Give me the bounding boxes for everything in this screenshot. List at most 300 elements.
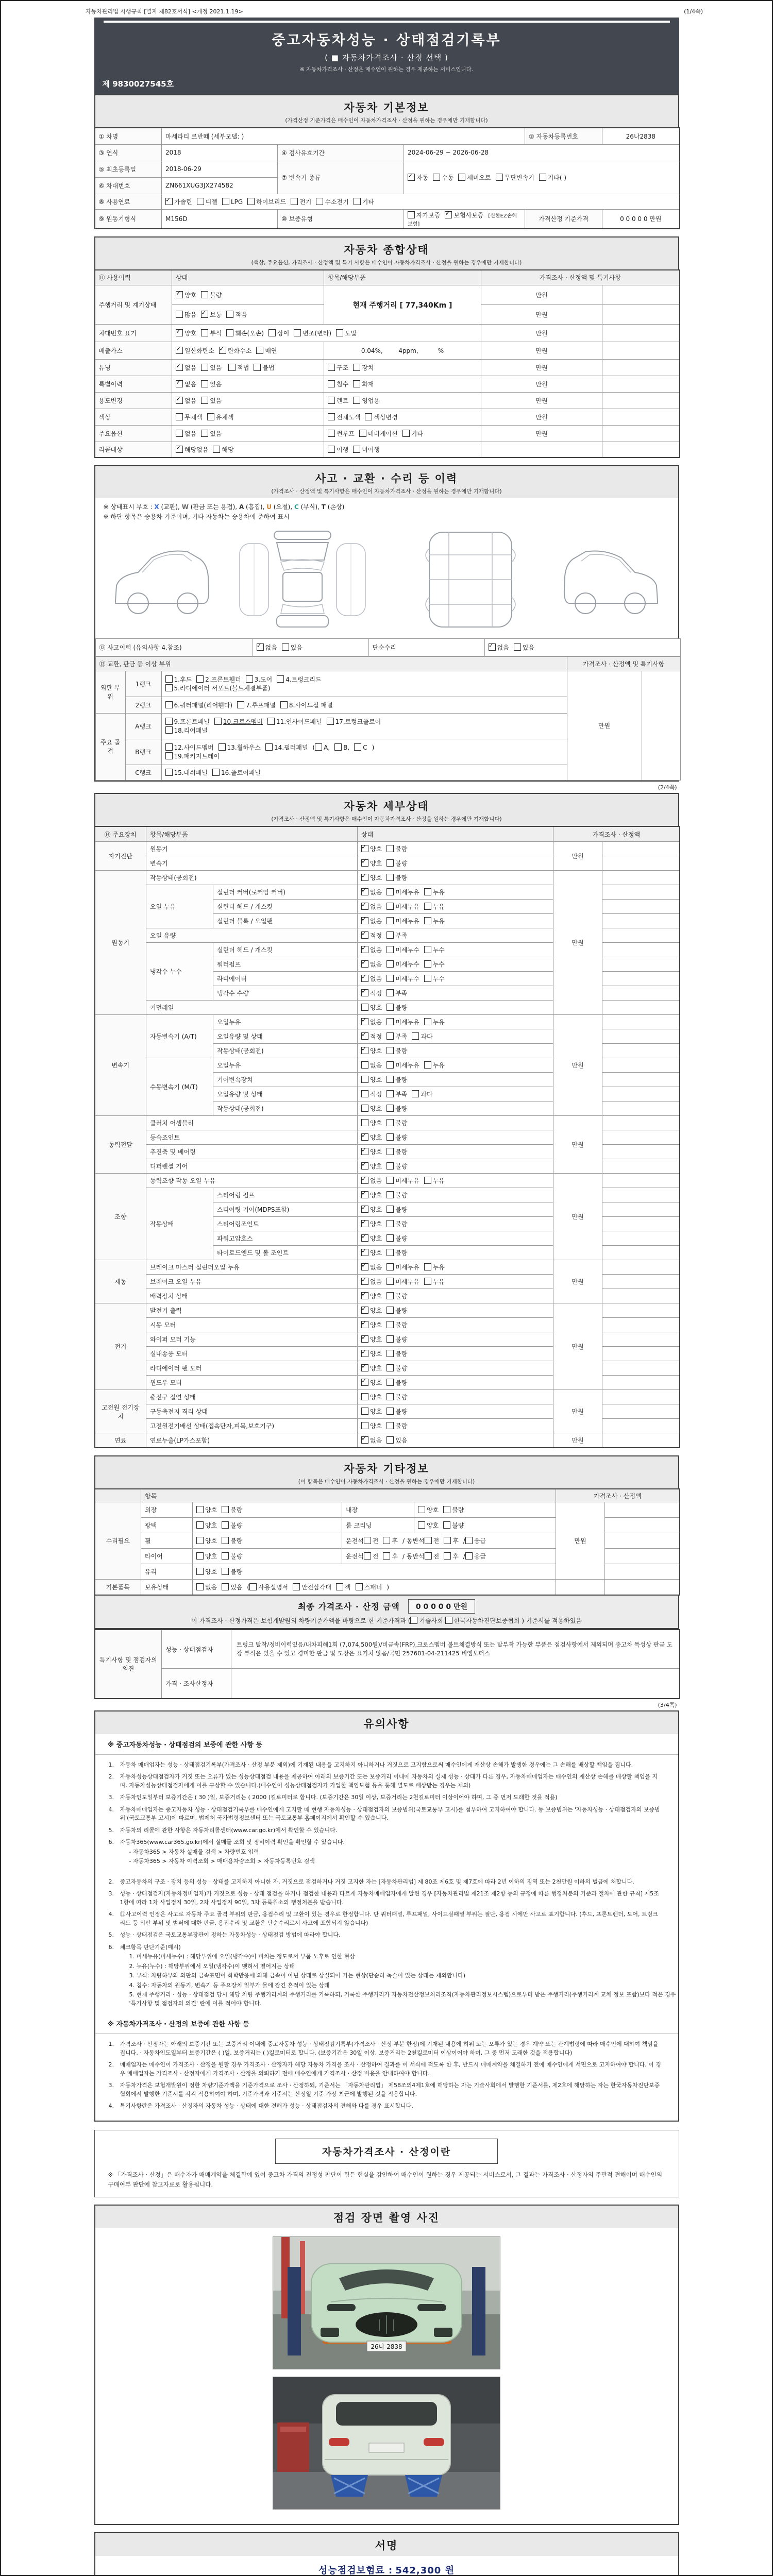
check-option[interactable] [361,859,382,868]
check-option[interactable] [361,1219,382,1228]
checkbox-checked-icon[interactable] [201,311,208,318]
checkbox-unchecked-icon[interactable] [201,329,208,336]
check-option[interactable] [361,917,382,925]
check-option[interactable] [267,717,322,726]
check-option[interactable] [165,197,192,206]
checkbox-unchecked-icon[interactable] [386,1061,394,1069]
check-option[interactable] [386,945,419,954]
check-option[interactable] [256,346,277,355]
checkbox-unchecked-icon[interactable] [201,397,208,404]
checkbox-unchecked-icon[interactable] [386,1292,394,1299]
checkbox-unchecked-icon[interactable] [291,198,298,205]
check-option[interactable] [165,717,210,726]
checkbox-unchecked-icon[interactable] [386,1379,394,1386]
check-option[interactable] [443,1505,464,1514]
checkbox-unchecked-icon[interactable] [444,1552,451,1560]
check-option[interactable] [268,329,289,337]
checkbox-unchecked-icon[interactable] [165,718,173,725]
check-option[interactable] [176,329,196,337]
check-option[interactable] [226,329,264,337]
checkbox-unchecked-icon[interactable] [201,430,208,437]
checkbox-checked-icon[interactable] [361,1379,368,1386]
checkbox-unchecked-icon[interactable] [315,743,322,751]
checkbox-unchecked-icon[interactable] [361,1408,368,1415]
checkbox-checked-icon[interactable] [361,989,368,996]
checkbox-unchecked-icon[interactable] [386,1047,394,1054]
check-option[interactable] [424,1263,445,1272]
check-option[interactable] [386,1090,407,1098]
check-option[interactable] [361,1046,382,1055]
checkbox-unchecked-icon[interactable] [267,718,275,725]
checkbox-unchecked-icon[interactable] [424,960,431,968]
checkbox-unchecked-icon[interactable] [386,1148,394,1155]
checkbox-unchecked-icon[interactable] [418,1521,425,1529]
check-option[interactable] [213,445,233,454]
checkbox-checked-icon[interactable] [408,174,415,181]
check-option[interactable] [361,1104,382,1113]
check-option[interactable] [265,743,308,752]
check-option[interactable] [165,768,208,777]
checkbox-unchecked-icon[interactable] [361,1004,368,1011]
check-option[interactable] [424,974,445,983]
checkbox-unchecked-icon[interactable] [386,1105,394,1112]
check-option[interactable] [361,1018,382,1026]
checkbox-unchecked-icon[interactable] [425,1552,432,1560]
checkbox-unchecked-icon[interactable] [386,874,394,881]
check-option[interactable] [247,197,286,206]
checkbox-checked-icon[interactable] [176,446,183,453]
checkbox-unchecked-icon[interactable] [201,291,208,298]
checkbox-unchecked-icon[interactable] [386,1220,394,1227]
check-option[interactable] [196,1583,217,1591]
checkbox-unchecked-icon[interactable] [277,675,284,683]
checkbox-unchecked-icon[interactable] [237,701,244,708]
check-option[interactable] [386,1335,407,1344]
checkbox-unchecked-icon[interactable] [386,931,394,939]
checkbox-unchecked-icon[interactable] [222,1568,229,1575]
checkbox-checked-icon[interactable] [176,397,183,404]
checkbox-unchecked-icon[interactable] [433,174,440,181]
checkbox-unchecked-icon[interactable] [226,329,233,336]
check-option[interactable] [201,380,222,388]
checkbox-unchecked-icon[interactable] [424,1263,431,1270]
checkbox-unchecked-icon[interactable] [424,975,431,982]
check-option[interactable] [361,1436,382,1445]
checkbox-unchecked-icon[interactable] [402,430,410,437]
check-option[interactable] [246,675,273,684]
check-option[interactable] [361,1407,382,1416]
checkbox-unchecked-icon[interactable] [353,446,360,453]
check-option[interactable] [196,1505,217,1514]
check-option[interactable] [353,363,374,372]
check-option[interactable] [361,945,382,954]
checkbox-unchecked-icon[interactable] [443,1521,450,1529]
checkbox-unchecked-icon[interactable] [424,888,431,895]
check-option[interactable] [412,1090,432,1098]
check-option[interactable] [354,197,374,206]
check-option[interactable] [165,743,214,752]
check-option[interactable] [361,1378,382,1387]
checkbox-unchecked-icon[interactable] [336,329,343,336]
check-option[interactable] [514,643,534,652]
checkbox-unchecked-icon[interactable] [268,329,276,336]
checkbox-checked-icon[interactable] [361,1364,368,1371]
checkbox-unchecked-icon[interactable] [246,675,253,683]
check-option[interactable] [408,173,428,182]
check-option[interactable] [327,717,381,726]
checkbox-unchecked-icon[interactable] [196,1552,204,1560]
checkbox-checked-icon[interactable] [361,874,368,881]
check-option[interactable] [197,197,217,206]
check-option[interactable] [361,1191,382,1199]
checkbox-unchecked-icon[interactable] [282,643,289,651]
check-option[interactable] [386,1248,407,1257]
checkbox-unchecked-icon[interactable] [256,347,263,354]
checkbox-checked-icon[interactable] [361,845,368,852]
check-option[interactable] [222,1567,242,1576]
checkbox-checked-icon[interactable] [361,1047,368,1054]
check-option[interactable] [165,684,271,692]
checkbox-unchecked-icon[interactable] [361,1422,368,1429]
check-option[interactable] [386,1205,407,1214]
checkbox-unchecked-icon[interactable] [424,1278,431,1285]
check-option[interactable] [361,989,382,997]
check-option[interactable] [328,429,355,438]
checkbox-unchecked-icon[interactable] [293,1583,300,1590]
check-option[interactable] [412,1032,432,1041]
checkbox-unchecked-icon[interactable] [465,1537,473,1544]
checkbox-unchecked-icon[interactable] [424,903,431,910]
check-option[interactable] [291,197,311,206]
check-option[interactable] [361,1090,382,1098]
checkbox-unchecked-icon[interactable] [386,1162,394,1170]
checkbox-unchecked-icon[interactable] [328,397,335,404]
check-option[interactable] [196,675,241,684]
checkbox-unchecked-icon[interactable] [364,1537,371,1544]
check-option[interactable] [176,346,214,355]
checkbox-checked-icon[interactable] [361,1148,368,1155]
checkbox-unchecked-icon[interactable] [424,917,431,924]
check-option[interactable] [361,1075,382,1084]
check-option[interactable] [328,413,360,421]
check-option[interactable] [201,363,222,372]
check-option[interactable] [361,931,382,940]
checkbox-checked-icon[interactable] [361,975,368,982]
checkbox-unchecked-icon[interactable] [424,1018,431,1025]
checkbox-checked-icon[interactable] [176,347,183,354]
checkbox-unchecked-icon[interactable] [386,1249,394,1256]
check-option[interactable] [361,1292,382,1300]
checkbox-checked-icon[interactable] [361,931,368,939]
checkbox-checked-icon[interactable] [361,1191,368,1198]
check-option[interactable] [222,1583,242,1591]
check-option[interactable] [328,380,348,388]
check-option[interactable] [201,396,222,405]
check-option[interactable] [386,989,407,997]
checkbox-unchecked-icon[interactable] [386,989,394,996]
checkbox-checked-icon[interactable] [361,1436,368,1444]
check-option[interactable] [458,173,491,182]
check-option[interactable] [353,396,380,405]
check-option[interactable] [424,917,445,925]
checkbox-checked-icon[interactable] [361,1292,368,1299]
checkbox-unchecked-icon[interactable] [386,888,394,895]
checkbox-checked-icon[interactable] [361,1278,368,1285]
check-option[interactable] [336,329,357,337]
checkbox-checked-icon[interactable] [489,643,496,651]
checkbox-unchecked-icon[interactable] [383,1552,390,1560]
checkbox-unchecked-icon[interactable] [353,397,360,404]
check-option[interactable] [228,363,249,372]
checkbox-checked-icon[interactable] [361,1321,368,1328]
check-option[interactable] [386,873,407,882]
checkbox-unchecked-icon[interactable] [334,743,342,751]
checkbox-unchecked-icon[interactable] [328,380,335,387]
checkbox-unchecked-icon[interactable] [214,718,222,725]
checkbox-checked-icon[interactable] [176,380,183,387]
checkbox-unchecked-icon[interactable] [386,946,394,953]
check-option[interactable] [361,1032,382,1041]
check-option[interactable] [361,1205,382,1214]
checkbox-unchecked-icon[interactable] [361,1119,368,1126]
checkbox-unchecked-icon[interactable] [176,430,183,437]
checkbox-unchecked-icon[interactable] [365,413,372,420]
checkbox-checked-icon[interactable] [361,859,368,867]
check-option[interactable] [293,1583,331,1591]
checkbox-unchecked-icon[interactable] [386,1119,394,1126]
check-option[interactable] [353,380,374,388]
check-option[interactable] [165,675,192,684]
check-option[interactable] [539,173,566,182]
check-option[interactable] [386,1046,407,1055]
checkbox-checked-icon[interactable] [361,903,368,910]
check-option[interactable] [315,743,330,751]
check-option[interactable] [222,198,243,206]
checkbox-unchecked-icon[interactable] [196,1506,204,1513]
checkbox-unchecked-icon[interactable] [165,752,173,759]
checkbox-unchecked-icon[interactable] [226,311,233,318]
check-option[interactable] [386,1263,419,1272]
check-option[interactable] [277,675,321,684]
checkbox-unchecked-icon[interactable] [353,364,360,371]
check-option[interactable] [386,1003,407,1012]
check-option[interactable] [201,329,222,337]
checkbox-unchecked-icon[interactable] [361,1090,368,1097]
checkbox-unchecked-icon[interactable] [197,198,204,205]
check-option[interactable] [361,888,382,896]
check-option[interactable] [386,1393,407,1401]
check-option[interactable] [294,329,331,337]
checkbox-unchecked-icon[interactable] [361,1105,368,1112]
checkbox-checked-icon[interactable] [361,1032,368,1040]
checkbox-checked-icon[interactable] [445,211,452,218]
check-option[interactable] [212,768,261,777]
checkbox-checked-icon[interactable] [361,1206,368,1213]
checkbox-unchecked-icon[interactable] [316,198,323,205]
check-option[interactable] [386,1219,407,1228]
checkbox-unchecked-icon[interactable] [386,1335,394,1343]
checkbox-unchecked-icon[interactable] [386,1177,394,1184]
checkbox-checked-icon[interactable] [361,1307,368,1314]
check-option[interactable] [386,931,407,940]
check-option[interactable] [361,1234,382,1243]
checkbox-unchecked-icon[interactable] [408,211,415,218]
checkbox-unchecked-icon[interactable] [228,364,236,371]
checkbox-checked-icon[interactable] [361,1350,368,1357]
check-option[interactable] [196,1567,217,1576]
checkbox-unchecked-icon[interactable] [412,1090,419,1097]
check-option[interactable] [386,1104,407,1113]
check-option[interactable] [226,310,247,319]
checkbox-unchecked-icon[interactable] [165,684,173,691]
check-option[interactable] [386,1162,407,1171]
check-option[interactable] [176,291,196,299]
check-option[interactable] [328,363,348,372]
check-option[interactable] [386,1061,419,1070]
checkbox-unchecked-icon[interactable] [201,364,208,371]
check-option[interactable] [361,902,382,911]
checkbox-unchecked-icon[interactable] [328,364,335,371]
check-option[interactable] [361,1277,382,1286]
check-option[interactable] [361,1162,382,1171]
check-option[interactable] [201,429,222,438]
checkbox-checked-icon[interactable] [361,1263,368,1270]
check-option[interactable] [424,1277,445,1286]
checkbox-unchecked-icon[interactable] [249,1583,257,1590]
checkbox-unchecked-icon[interactable] [424,1177,431,1184]
checkbox-unchecked-icon[interactable] [386,1393,394,1400]
check-option[interactable] [386,844,407,853]
check-option[interactable] [165,726,208,735]
check-option[interactable] [361,1003,382,1012]
checkbox-unchecked-icon[interactable] [386,1364,394,1371]
check-option[interactable] [176,445,208,454]
check-option[interactable] [386,1306,407,1315]
check-option[interactable] [386,1436,407,1445]
check-option[interactable] [328,445,348,454]
checkbox-unchecked-icon[interactable] [254,364,261,371]
checkbox-unchecked-icon[interactable] [165,701,173,708]
check-option[interactable] [176,363,196,372]
check-option[interactable] [386,1018,419,1026]
checkbox-unchecked-icon[interactable] [412,1032,419,1040]
check-option[interactable] [386,1378,407,1387]
check-option[interactable] [386,902,419,911]
check-option[interactable] [361,1335,382,1344]
check-option[interactable] [424,1018,445,1026]
check-option[interactable] [196,1552,217,1561]
check-option[interactable] [386,1075,407,1084]
check-option[interactable] [219,346,251,355]
checkbox-unchecked-icon[interactable] [386,1321,394,1328]
checkbox-unchecked-icon[interactable] [353,380,360,387]
checkbox-unchecked-icon[interactable] [386,1422,394,1429]
checkbox-unchecked-icon[interactable] [165,769,173,776]
checkbox-checked-icon[interactable] [361,1220,368,1227]
check-option[interactable] [354,743,367,751]
check-option[interactable] [207,413,234,421]
check-option[interactable] [336,1583,351,1591]
checkbox-checked-icon[interactable] [361,1234,368,1242]
check-option[interactable] [359,429,398,438]
checkbox-unchecked-icon[interactable] [361,1393,368,1400]
check-option[interactable] [361,1320,382,1329]
check-option[interactable] [316,197,348,206]
checkbox-unchecked-icon[interactable] [222,198,229,205]
checkbox-unchecked-icon[interactable] [386,1018,394,1025]
checkbox-unchecked-icon[interactable] [219,743,226,751]
checkbox-unchecked-icon[interactable] [359,430,366,437]
checkbox-checked-icon[interactable] [361,888,368,895]
checkbox-unchecked-icon[interactable] [386,1263,394,1270]
check-option[interactable] [222,1536,242,1545]
check-option[interactable] [361,1176,382,1185]
check-option[interactable] [222,1505,242,1514]
check-option[interactable] [386,1421,407,1430]
check-option[interactable] [386,1118,407,1127]
checkbox-checked-icon[interactable] [361,1249,368,1256]
check-option[interactable] [176,396,196,405]
check-option[interactable] [386,1320,407,1329]
check-option[interactable] [328,396,348,405]
check-option[interactable] [402,429,423,438]
check-option[interactable] [165,752,220,760]
checkbox-unchecked-icon[interactable] [336,1583,343,1590]
checkbox-checked-icon[interactable] [176,329,183,336]
checkbox-unchecked-icon[interactable] [196,1537,204,1544]
check-option[interactable] [361,1118,382,1127]
check-option[interactable] [424,1176,445,1185]
check-option[interactable] [165,701,233,709]
check-option[interactable] [361,844,382,853]
checkbox-unchecked-icon[interactable] [247,198,255,205]
checkbox-unchecked-icon[interactable] [328,446,335,453]
check-option[interactable] [176,380,196,388]
check-option[interactable] [386,974,419,983]
checkbox-unchecked-icon[interactable] [176,413,183,420]
checkbox-checked-icon[interactable] [361,1133,368,1141]
check-option[interactable] [361,974,382,983]
checkbox-unchecked-icon[interactable] [165,675,173,683]
checkbox-unchecked-icon[interactable] [386,1090,394,1097]
checkbox-unchecked-icon[interactable] [496,174,503,181]
check-option[interactable] [386,1133,407,1142]
check-option[interactable] [386,1147,407,1156]
check-option[interactable] [196,1521,217,1530]
checkbox-checked-icon[interactable] [165,198,173,205]
checkbox-unchecked-icon[interactable] [386,1307,394,1314]
checkbox-checked-icon[interactable] [176,291,183,298]
checkbox-unchecked-icon[interactable] [539,174,546,181]
check-option[interactable] [249,1583,288,1591]
checkbox-unchecked-icon[interactable] [222,1552,229,1560]
check-option[interactable] [361,1147,382,1156]
checkbox-unchecked-icon[interactable] [386,917,394,924]
checkbox-unchecked-icon[interactable] [265,743,273,751]
checkbox-unchecked-icon[interactable] [294,329,301,336]
checkbox-unchecked-icon[interactable] [386,1191,394,1198]
check-option[interactable] [361,1306,382,1315]
check-option[interactable] [433,173,453,182]
checkbox-unchecked-icon[interactable] [386,845,394,852]
checkbox-checked-icon[interactable] [361,960,368,968]
checkbox-unchecked-icon[interactable] [196,1521,204,1529]
check-option[interactable] [424,1061,445,1070]
check-option[interactable] [361,1061,382,1070]
check-option[interactable] [443,1521,464,1530]
check-option[interactable] [201,291,222,299]
checkbox-unchecked-icon[interactable] [383,1537,390,1544]
